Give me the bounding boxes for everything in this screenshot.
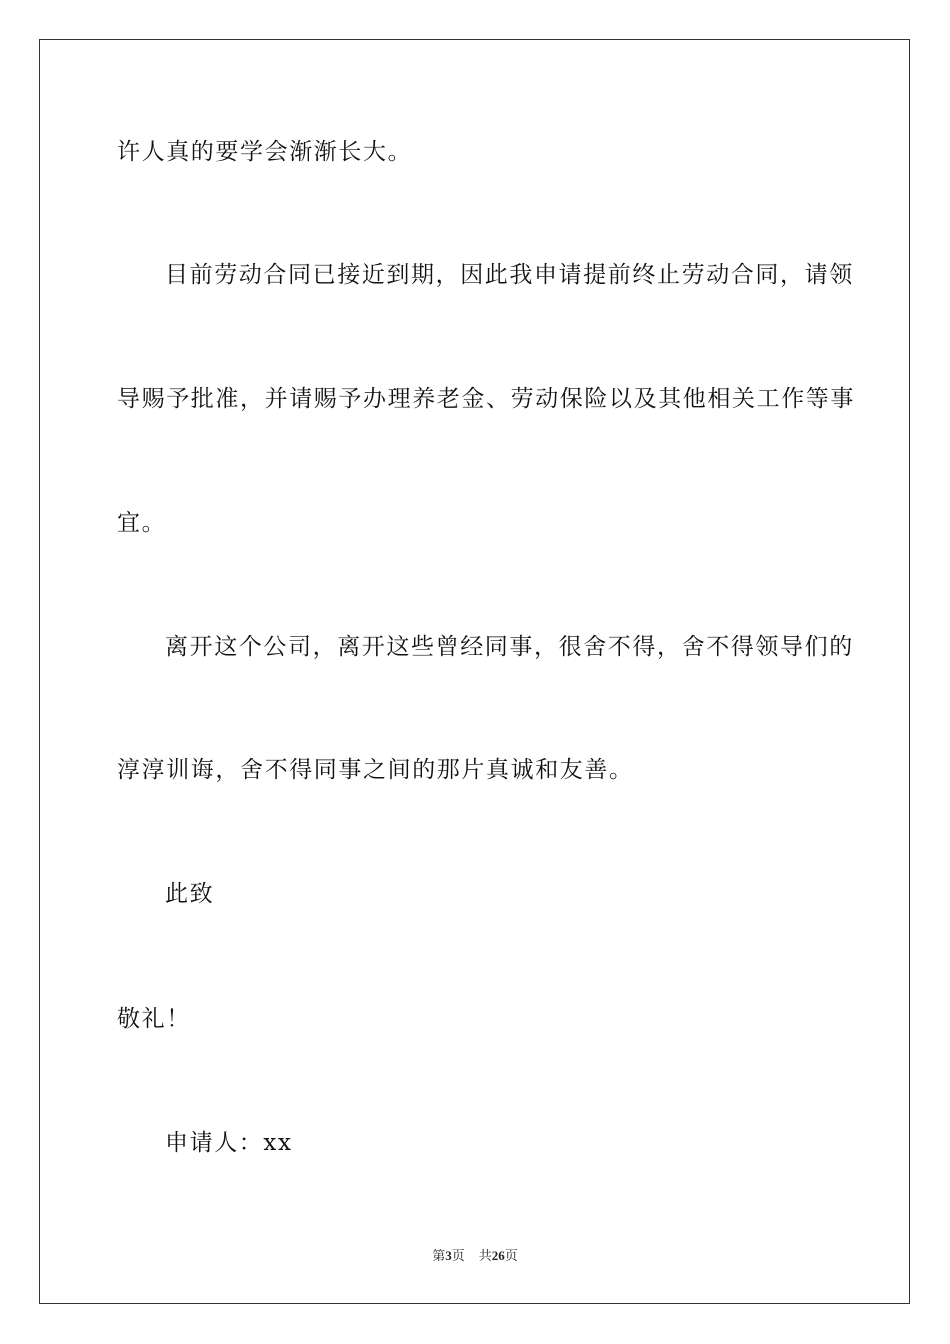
footer-page-prefix: 第: [432, 1248, 446, 1263]
applicant-signature: 申请人：xx: [165, 1130, 293, 1156]
footer-total-pages: 26: [491, 1248, 505, 1263]
body-line-1: 许人真的要学会渐渐长大。: [117, 139, 413, 165]
paragraph-line-1: 目前劳动合同已接近到期，因此我申请提前终止劳动合同，请领: [165, 262, 854, 288]
footer-total-suffix: 页: [504, 1248, 518, 1263]
closing-greeting: 此致: [165, 881, 215, 907]
page-footer: [0, 1245, 950, 1264]
page-frame: [39, 39, 910, 1304]
footer-total-prefix: 共: [478, 1248, 492, 1263]
paragraph-line-4: 离开这个公司，离开这些曾经同事，很舍不得，舍不得领导们的: [165, 634, 854, 660]
paragraph-line-3: 宜。: [117, 510, 167, 536]
footer-page-number: 3: [445, 1248, 452, 1263]
paragraph-line-2: 导赐予批准，并请赐予办理养老金、劳动保险以及其他相关工作等事: [117, 386, 855, 412]
paragraph-line-5: 淳淳训诲，舍不得同事之间的那片真诚和友善。: [117, 757, 634, 783]
footer-page-suffix: 页: [451, 1248, 465, 1263]
closing-salute: 敬礼！: [117, 1006, 191, 1032]
